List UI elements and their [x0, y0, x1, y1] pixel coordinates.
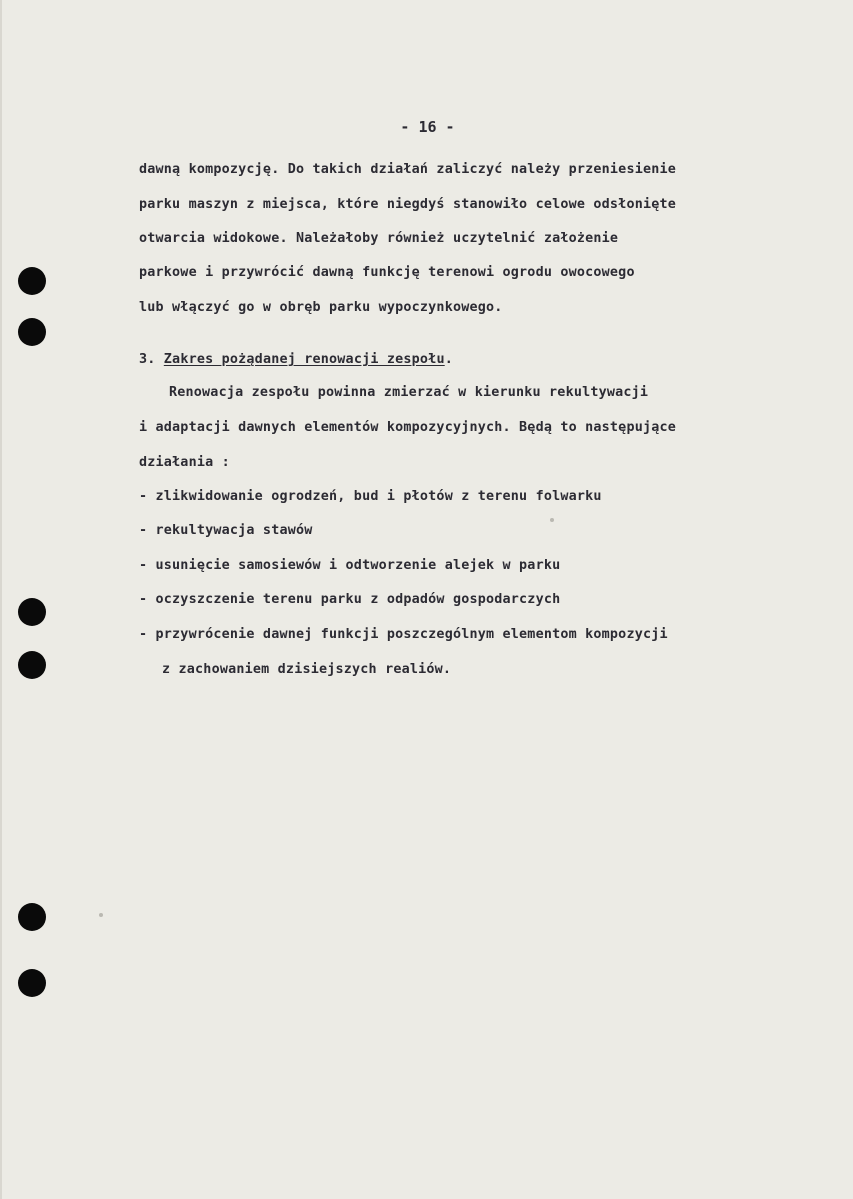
list-item: - rekultywacja stawów	[139, 523, 313, 538]
section-title: Zakres pożądanej renowacji zespołu	[163, 352, 445, 367]
list-item: - oczyszczenie terenu parku z odpadów gospodarczych	[139, 592, 561, 607]
binder-hole	[18, 318, 46, 346]
list-item: - przywrócenie dawnej funkcji poszczególnym elementom kompozycji	[139, 627, 668, 642]
section-title-period: .	[444, 352, 453, 367]
binder-hole	[18, 267, 46, 295]
section-number: 3.	[139, 352, 156, 367]
text-line: i adaptacji dawnych elementów kompozycyjnych. Będą to następujące	[139, 420, 677, 435]
text-line: lub włączyć go w obręb parku wypoczynkowego.	[139, 300, 503, 315]
binder-hole	[18, 651, 46, 679]
list-item: - zlikwidowanie ogrodzeń, bud i płotów z terenu folwarku	[139, 489, 602, 504]
text-line: parku maszyn z miejsca, które niegdyś stanowiło celowe odsłonięte	[139, 197, 677, 212]
page-number: - 16 -	[400, 118, 455, 136]
list-item-continuation: z zachowaniem dzisiejszych realiów.	[162, 662, 452, 677]
list-item: - usunięcie samosiewów i odtworzenie alejek w parku	[139, 558, 561, 573]
text-line: parkowe i przywrócić dawną funkcję terenowi ogrodu owocowego	[139, 265, 635, 280]
paper-speck	[550, 518, 554, 522]
section-heading	[139, 352, 453, 367]
text-line: dawną kompozycję. Do takich działań zaliczyć należy przeniesienie	[139, 162, 677, 177]
text-line: działania :	[139, 455, 230, 470]
paper-speck	[99, 913, 103, 917]
text-line: Renowacja zespołu powinna zmierzać w kierunku rekultywacji	[169, 385, 649, 400]
binder-hole	[18, 598, 46, 626]
binder-hole	[18, 969, 46, 997]
text-line: otwarcia widokowe. Należałoby również uczytelnić założenie	[139, 231, 619, 246]
binder-hole	[18, 903, 46, 931]
